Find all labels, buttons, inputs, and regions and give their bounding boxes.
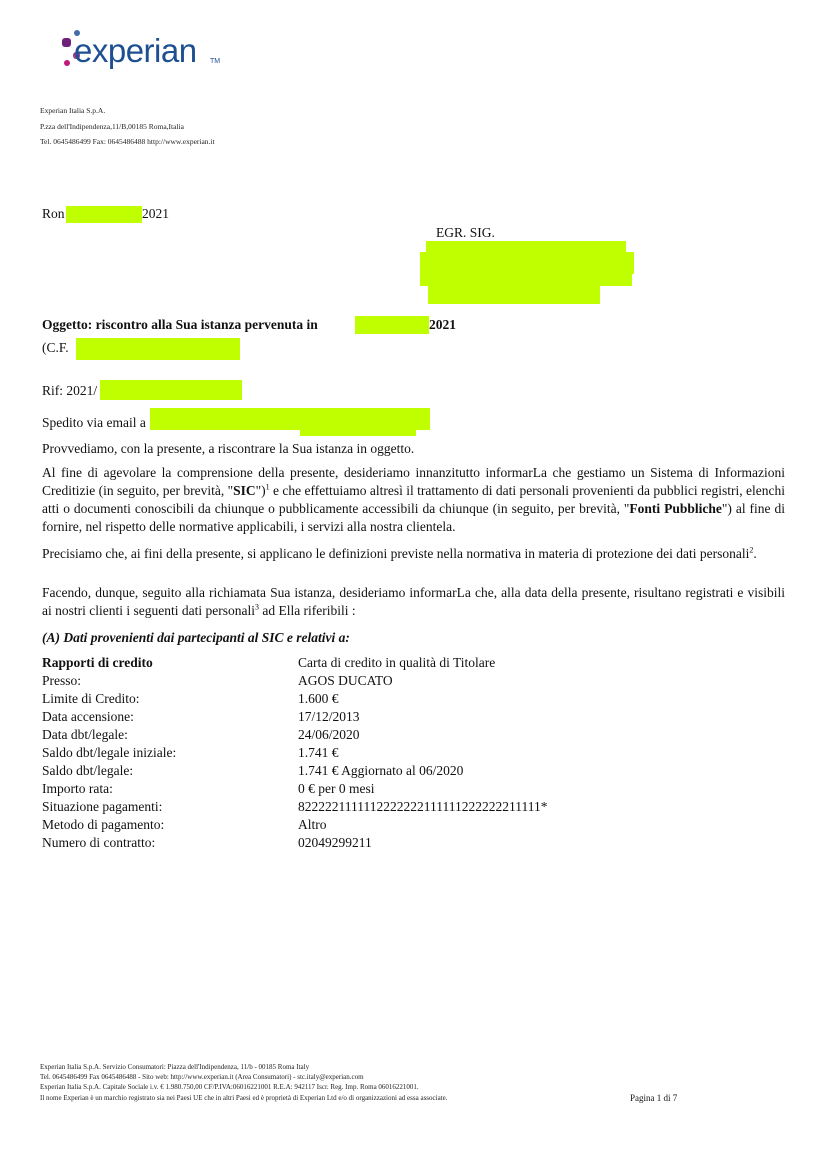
p2-sic-bold: SIC [233,483,256,498]
reference-number: Rif: 2021/ [42,383,98,398]
redaction-rif [100,380,242,400]
credit-row-label: Saldo dbt/legale iniziale: [42,745,177,760]
p2-text-c: e che effettuiamo altresì il trattamento di dati personali provenienti da pubblici registri, elenchi atti o documenti conoscibili da chiunque o pubblicamente accessibili da chiunque (in seguito, per brevità, " [42,483,786,516]
redaction-email [150,408,430,430]
logo-dot-purple [62,38,71,47]
credit-row-label: Saldo dbt/legale: [42,763,134,778]
redaction-date [66,206,142,223]
logo-wordmark: experian [74,32,197,69]
logo-tm: TM [210,58,221,65]
redaction-subject-date [355,316,429,334]
credit-row-value: 8222221111112222222111111222222211111* [298,799,548,814]
credit-row-value: AGOS DUCATO [298,673,393,688]
p2-text-b: ") [255,483,266,498]
p4-text-b: ad Ella riferibili : [258,603,356,618]
credit-row-value: 24/06/2020 [298,727,360,742]
redaction-cf [76,338,240,360]
sent-via-email: Spedito via email a [42,415,146,430]
recipient-salutation: EGR. SIG. [436,225,495,240]
paragraph-data-notice [42,584,785,620]
footnote-ref-2: 2 [749,545,754,555]
p2-text-d: ") al fine di fornire, nel rispetto delle normative applicabili, i servizi alla nostra clientela. [42,501,785,534]
credit-row-label: Data accensione: [42,709,134,724]
footer-line-2: Tel. 0645486499 Fax 0645486488 - Sito web: http://www.experian.it (Area Consumatori) - stc.italy@experian.com [40,1073,364,1081]
credit-row-label: Presso: [42,673,82,688]
subject-cf: (C.F. [42,340,69,355]
header-address: P.zza dell'Indipendenza,11/B,00185 Roma,Italia [40,122,184,131]
credit-row-label: Importo rata: [42,781,113,796]
credit-row-value: 1.741 € Aggiornato al 06/2020 [298,763,464,778]
footer-line-1: Experian Italia S.p.A. Servizio Consumatori: Piazza dell'Indipendenza, 11/b - 00185 Roma Italy [40,1063,310,1071]
credit-row-label: Data dbt/legale: [42,727,128,742]
header-contacts: Tel. 0645486499 Fax: 0645486488 http://www.experian.it [40,137,215,146]
footnote-ref-3: 3 [254,602,259,612]
experian-logo [58,24,228,80]
redaction-email-tail [300,428,416,436]
paragraph-sic [42,464,785,536]
section-a-title: (A) Dati provenienti dai partecipanti al SIC e relativi a: [42,630,350,645]
header-company: Experian Italia S.p.A. [40,106,106,115]
p2-fonti-bold: Fonti Pubbliche [629,501,722,516]
date-prefix: Ron [42,206,65,221]
credit-row-value: 1.741 € [298,745,339,760]
p4-text-a: Facendo, dunque, seguito alla richiamata Sua istanza, desideriamo informarLa che, alla data della presente, risultano registrati e visibili ai nostri clienti i seguenti dati personali [42,585,785,618]
credit-row-value: Carta di credito in qualità di Titolare [298,655,496,670]
subject-year: 2021 [429,317,456,332]
credit-row-value: 0 € per 0 mesi [298,781,375,796]
subject-line [42,316,318,334]
footnote-ref-1: 1 [265,482,270,492]
p3-text: Precisiamo che, ai fini della presente, si applicano le definizioni previste nella normativa in materia di protezione dei dati personali [42,546,750,561]
credit-row-value: 02049299211 [298,835,372,850]
redaction-recipient-2 [420,252,634,274]
paragraph-definitions [42,545,785,563]
p2-text-a: Al fine di agevolare la comprensione della presente, desideriamo innanzitutto informarLa che gestiamo un Sistema di Informazioni Creditizie (in seguito, per brevità, " [42,465,785,498]
credit-row-label: Rapporti di credito [42,655,153,670]
credit-row-label: Numero di contratto: [42,835,156,850]
paragraph-intro: Provvediamo, con la presente, a riscontrare la Sua istanza in oggetto. [42,441,415,456]
logo-dot-magenta [64,60,70,66]
credit-row-value: 17/12/2013 [298,709,360,724]
credit-row-value: 1.600 € [298,691,339,706]
redaction-recipient-4 [428,284,600,304]
credit-row-label: Metodo di pagamento: [42,817,165,832]
footer-line-4: Il nome Experian è un marchio registrato sia nei Paesi UE che in altri Paesi ed è proprietà di Experian Ltd e/o di organizzazioni ad essa associate. [40,1094,448,1102]
page-number: Pagina 1 di 7 [630,1093,678,1103]
footer-line-3: Experian Italia S.p.A. Capitale Sociale i.v. € 1.980.750,00 CF/P.IVA:06016221001 R.E.A: 942117 Iscr. Reg. Imp. Roma 06016221001. [40,1083,419,1091]
credit-row-label: Limite di Credito: [42,691,140,706]
credit-row-label: Situazione pagamenti: [42,799,163,814]
date-suffix: 2021 [142,206,169,221]
p3-end: . [753,546,757,561]
subject-text: Oggetto: riscontro alla Sua istanza pervenuta in [42,317,318,332]
credit-row-value: Altro [298,817,327,832]
